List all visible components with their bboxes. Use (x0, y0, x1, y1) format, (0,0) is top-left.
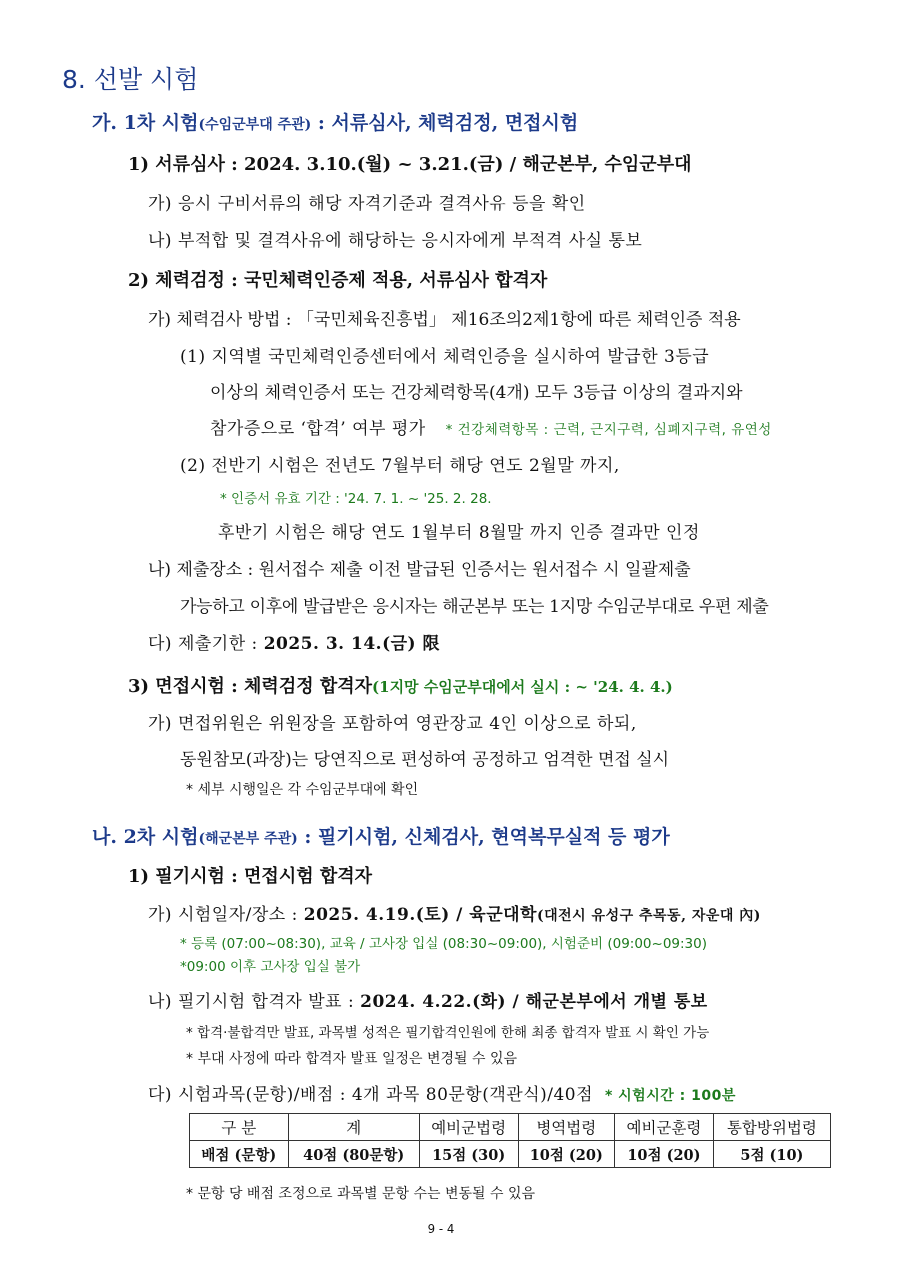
late-entry-note: *09:00 이후 고사장 입실 불가 (180, 959, 361, 975)
cell-reserve-law: 15점 (30) (419, 1141, 518, 1168)
fitness-item-b-line1: 나) 제출장소 : 원서접수 제출 이전 발급된 인증서는 원서접수 시 일괄제출 (148, 560, 691, 580)
written-item-b (148, 987, 708, 1012)
table-note: * 문항 당 배점 조정으로 과목별 문항 수는 변동될 수 있음 (186, 1186, 536, 1202)
written-item-a (148, 900, 761, 925)
exam-duration-note: * 시험시간 : 100분 (604, 1088, 736, 1104)
cell-reserve-training: 10점 (20) (615, 1141, 714, 1168)
fitness-sub2-line1: (2) 전반기 시험은 전년도 7월부터 해당 연도 2월말 까지, (180, 456, 620, 476)
page-number: 9 - 4 (427, 1222, 455, 1236)
announcement-value: 2024. 4.22.(화) / 해군본부에서 개별 통보 (360, 992, 708, 1012)
header-integrated-defense-law: 통합방위법령 (713, 1114, 830, 1141)
score-table-header-row (190, 1114, 831, 1141)
first-exam-prefix: 가. 1차 시험 (92, 112, 199, 134)
interview-title-text: 3) 면접시험 : 체력검정 합격자 (128, 676, 373, 697)
fitness-item-c (148, 629, 440, 654)
fitness-sub2-line2: 후반기 시험은 해당 연도 1월부터 8월말 까지 인증 결과만 인정 (218, 523, 700, 543)
fitness-item-b-line2: 가능하고 이후에 발급받은 응시자는 해군본부 또는 1지망 수임군부대로 우편 제출 (180, 597, 769, 617)
fitness-items-note: * 건강체력항목 : 근력, 근지구력, 심폐지구력, 유연성 (445, 422, 772, 438)
header-total: 계 (288, 1114, 419, 1141)
header-military-service-law: 병역법령 (518, 1114, 615, 1141)
announcement-label: 나) 필기시험 합격자 발표 : (148, 992, 361, 1012)
doc-review-item-b: 나) 부적합 및 결격사유에 해당하는 응시자에게 부적격 사실 통보 (148, 231, 643, 251)
section-title: 8. 선발 시험 (62, 65, 199, 94)
fitness-test-title: 2) 체력검정 : 국민체력인증제 적용, 서류심사 합격자 (128, 270, 548, 291)
cell-integrated-defense-law: 5점 (10) (713, 1141, 830, 1168)
fitness-sub1-text: 참가증으로 ‘합격’ 여부 평가 (210, 419, 426, 439)
deadline-value: 2025. 3. 14.(금) 限 (263, 634, 441, 654)
second-exam-prefix: 나. 2차 시험 (92, 826, 199, 848)
interview-item-a-line1: 가) 면접위원은 위원장을 포함하여 영관장교 4인 이상으로 하되, (148, 714, 637, 734)
subsection-second-exam (92, 822, 670, 849)
results-note: * 합격·불합격만 발표, 과목별 성적은 필기합격인원에 한해 최종 합격자 발표 시 확인 가능 (186, 1025, 710, 1041)
subjects-text: 다) 시험과목(문항)/배점 : 4개 과목 80문항(객관식)/40점 (148, 1085, 594, 1105)
interview-schedule-note: (1지망 수임군부대에서 실시 : ~ '24. 4. 4.) (372, 678, 673, 696)
fitness-sub1-line3 (210, 414, 772, 439)
fitness-sub1-line2: 이상의 체력인증서 또는 건강체력항목(4개) 모두 3등급 이상의 결과지와 (210, 383, 743, 403)
exam-schedule-note: * 등록 (07:00~08:30), 교육 / 고사장 입실 (08:30~09:00), 시험준비 (09:00~09:30) (180, 936, 707, 952)
exam-date-value: 2025. 4.19.(토) / 육군대학 (303, 905, 537, 925)
interview-title (128, 672, 673, 698)
doc-review-item-a: 가) 응시 구비서류의 해당 자격기준과 결격사유 등을 확인 (148, 194, 586, 214)
header-reserve-training: 예비군훈령 (615, 1114, 714, 1141)
written-exam-title: 1) 필기시험 : 면접시험 합격자 (128, 866, 373, 887)
deadline-label: 다) 제출기한 : (148, 634, 264, 654)
cell-military-service-law: 10점 (20) (518, 1141, 615, 1168)
second-exam-contents: : 필기시험, 신체검사, 현역복무실적 등 평가 (297, 826, 670, 848)
cell-total: 40점 (80문항) (288, 1141, 419, 1168)
first-exam-organizer: (수임군부대 주관) (198, 117, 312, 133)
exam-location-detail: (대전시 유성구 추목동, 자운대 內) (536, 908, 761, 924)
fitness-sub1-line1: (1) 지역별 국민체력인증센터에서 체력인증을 실시하여 발급한 3등급 (180, 347, 710, 367)
cell-score-label: 배점 (문항) (190, 1141, 289, 1168)
written-item-c (148, 1080, 736, 1105)
subsection-first-exam (92, 108, 578, 135)
fitness-item-a: 가) 체력검사 방법 : 「국민체육진흥법」 제16조의2제1항에 따른 체력인증 적용 (148, 310, 741, 330)
doc-review-title: 1) 서류심사 : 2024. 3.10.(월) ~ 3.21.(금) / 해군본부, 수임군부대 (128, 154, 692, 175)
score-table-row (190, 1141, 831, 1168)
interview-note: * 세부 시행일은 각 수임군부대에 확인 (186, 782, 419, 798)
exam-date-label: 가) 시험일자/장소 : (148, 905, 304, 925)
header-category: 구 분 (190, 1114, 289, 1141)
header-reserve-law: 예비군법령 (419, 1114, 518, 1141)
certificate-validity-note: * 인증서 유효 기간 : '24. 7. 1. ~ '25. 2. 28. (220, 491, 492, 507)
interview-item-a-line2: 동원참모(과장)는 당연직으로 편성하여 공정하고 엄격한 면접 실시 (180, 750, 670, 770)
score-table (189, 1113, 831, 1168)
first-exam-contents: : 서류심사, 체력검정, 면접시험 (311, 112, 579, 134)
second-exam-organizer: (해군본부 주관) (198, 831, 298, 847)
schedule-change-note: * 부대 사정에 따라 합격자 발표 일정은 변경될 수 있음 (186, 1051, 518, 1067)
